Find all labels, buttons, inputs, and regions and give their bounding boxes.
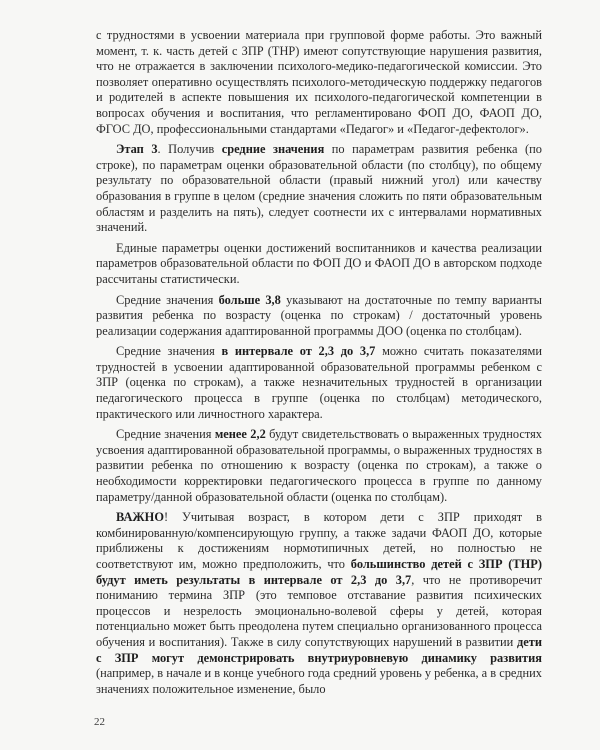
body-text <box>96 28 542 697</box>
bold-text: ВАЖНО <box>116 510 164 525</box>
text-run: , что не противоречит пониманию термина ЗПР (это темповое отставание развития психических процессов и незрелость эмоционально-волевой сферы у детей, которая потенциально может быть преодолена путем специально организованного процесса обучения и воспитания). Также в силу сопутствующих нарушений в развитии <box>96 572 542 649</box>
paragraph <box>96 142 542 236</box>
text-run: Средние значения <box>116 427 215 442</box>
bold-text: Этап 3 <box>116 142 158 157</box>
text-run: (например, в начале и в конце учебного года средний уровень у ребенка, а в средних значениях положительное изменение, было <box>96 666 542 696</box>
bold-text: в интервале от 2,3 до 3,7 <box>221 344 376 359</box>
paragraph <box>96 344 542 422</box>
text-run: по параметрам развития ребенка (по строке), по параметрам оценки образовательной области (по столбцу), по общему результату по образовательной области (правый нижний угол) или качеству образования в группе в целом (средние значения сложить по пяти образовательным областям и разделить на пять), следует соотнести их с интервалами нормативных значений. <box>96 142 542 235</box>
bold-text: менее 2,2 <box>214 427 266 442</box>
paragraph <box>96 28 542 137</box>
text-run: с трудностями в усвоении материала при групповой форме работы. Это важный момент, т. к. часть детей с ЗПР (ТНР) имеют сопутствующие нарушения развития, что не отражается в заключении психолого-медико-педагогической комиссии. Это позволяет оперативно осуществлять психолого-методическую поддержку педагогов и родителей в аспекте повышения их психолого-педагогической компетенции в вопросах обучения и воспитания, что регламентировано ФОП ДО, ФАОП ДО, ФГОС ДО, профессиональными стандартами «Педагог» и «Педагог-дефектолог». <box>96 28 542 136</box>
text-run: ! Учитывая возраст, в котором дети с ЗПР приходят в комбинированную/компенсирующую группу, а также задачи ФАОП ДО, которые приближены к достижениям нормотипичных детей, но полностью не соответствуют им, можно предположить, что <box>96 510 542 571</box>
bold-text: больше 3,8 <box>218 292 281 307</box>
bold-text: средние значения <box>221 142 325 157</box>
text-run: указывают на достаточные по темпу варианты развития ребенка по возрасту (оценка по строкам) / достаточный уровень реализации содержания адаптированной программы ДОО (оценка по столбцам). <box>96 292 542 338</box>
text-run: Средние значения <box>116 292 219 307</box>
text-run: . Получив <box>157 142 222 157</box>
paragraph <box>96 427 542 505</box>
text-run: Средние значения <box>116 344 222 359</box>
paragraph <box>96 510 542 697</box>
text-run: можно считать показателями трудностей в усвоении адаптированной образовательной программы ребенком с ЗПР (оценка по строкам), а также незначительных трудностей в организации педагогического процесса в группе (оценка по столбцам) методического, практического или личностного характера. <box>96 344 542 421</box>
bold-text: дети с ЗПР могут демонстрировать внутриуровневую динамику развития <box>96 634 542 665</box>
paragraph <box>96 293 542 340</box>
paragraph <box>96 241 542 288</box>
text-run: будут свидетельствовать о выраженных трудностях усвоения адаптированной образовательной программы, о выраженных трудностях в развитии ребенка по отношению к возрасту (оценка по строкам), а также о необходимости корректировки педагогического процесса в группе по данному параметру/данной образовательной области (оценка по столбцам). <box>96 427 543 504</box>
bold-text: большинство детей с ЗПР (ТНР) будут иметь результаты в интервале от 2,3 до 3,7 <box>96 557 542 587</box>
text-run: Единые параметры оценки достижений воспитанников и качества реализации параметров образовательной области по ФОП ДО и ФАОП ДО в авторском подходе рассчитаны статистически. <box>96 240 542 286</box>
page-number: 22 <box>94 716 105 728</box>
